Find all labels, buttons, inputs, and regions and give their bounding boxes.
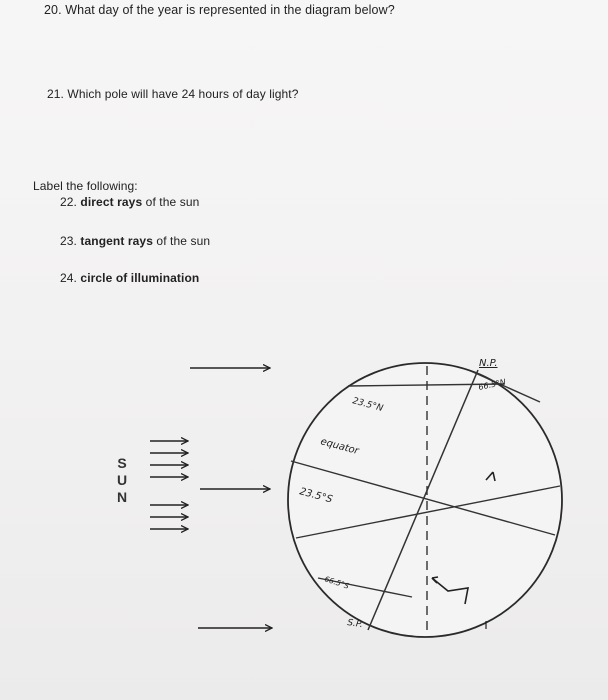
north-pole-label: N.P.	[479, 358, 498, 369]
question-text: What day of the year is represented in the diagram below?	[65, 3, 395, 17]
question-number: 21.	[47, 87, 64, 101]
sun-letter-u: U	[117, 472, 128, 488]
label-heading: Label the following:	[33, 179, 138, 193]
south-pole-label: S.P.	[346, 618, 364, 631]
equator-label: equator	[319, 436, 360, 458]
question-bold-term: direct rays	[80, 195, 143, 209]
sun-letter-n: N	[117, 489, 128, 505]
question-bold-term: tangent rays	[80, 234, 153, 248]
question-text: Which pole will have 24 hours of day light?	[67, 87, 299, 101]
arctic-circle-label: 66.5°N	[477, 377, 507, 392]
question-text: of the sun	[142, 195, 200, 209]
question-number: 23.	[60, 234, 77, 248]
question-bold-term: circle of illumination	[80, 271, 200, 285]
sun-letter-s: S	[117, 455, 127, 471]
sun-rays-short	[150, 441, 188, 529]
question-text: of the sun	[152, 234, 211, 248]
question-number: 20.	[44, 3, 62, 17]
sun-rays-long	[190, 368, 272, 628]
tropic-of-capricorn-label: 23.5°S	[298, 486, 334, 506]
question-number: 24.	[60, 271, 77, 285]
antarctic-circle-label: 66.5°S	[323, 574, 351, 591]
question-number: 22.	[60, 195, 77, 209]
tropic-of-cancer-label: 23.5°N	[351, 396, 385, 414]
